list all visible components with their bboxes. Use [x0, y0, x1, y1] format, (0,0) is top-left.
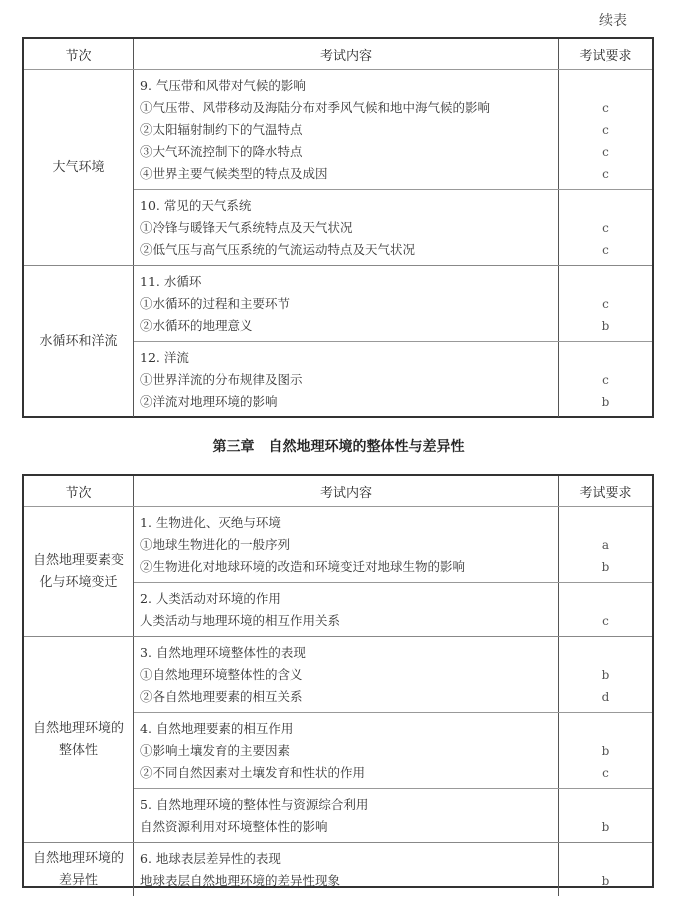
table-row — [134, 789, 652, 842]
topic-title: 6. 地球表层差异性的表现 — [140, 851, 281, 866]
requirement-level: c — [602, 101, 609, 115]
requirement-level: c — [602, 221, 609, 235]
table-section — [24, 70, 652, 266]
table-row — [134, 583, 652, 636]
requirement-level: c — [602, 614, 609, 628]
requirement-cell — [559, 713, 652, 788]
requirement-level: c — [602, 145, 609, 159]
requirement-level: c — [602, 123, 609, 137]
table-row — [134, 70, 652, 190]
content-point: ①自然地理环境整体性的含义 — [140, 667, 303, 682]
content-point: ②各自然地理要素的相互关系 — [140, 689, 303, 704]
requirement-level: b — [601, 319, 610, 333]
content-point: ②水循环的地理意义 — [140, 318, 253, 333]
topic-title: 4. 自然地理要素的相互作用 — [140, 721, 294, 736]
requirement-cell — [559, 843, 652, 896]
requirement-level: b — [601, 668, 610, 682]
requirement-level: b — [601, 874, 610, 888]
requirement-cell — [559, 342, 652, 417]
content-point: ②不同自然因素对土壤发育和性状的作用 — [140, 765, 366, 780]
topic-title: 1. 生物进化、灭绝与环境 — [140, 515, 281, 530]
content-cell — [134, 266, 559, 341]
content-point: ②生物进化对地球环境的改造和环境变迁对地球生物的影响 — [140, 559, 466, 574]
requirement-cell — [559, 190, 652, 265]
content-cell — [134, 507, 559, 582]
content-point: ①世界洋流的分布规律及图示 — [140, 372, 303, 387]
table-section — [24, 843, 652, 896]
topic-title: 9. 气压带和风带对气候的影响 — [140, 78, 306, 93]
table-section — [24, 266, 652, 417]
content-point: 自然资源利用对环境整体性的影响 — [140, 819, 328, 834]
header-requirement: 考试要求 — [579, 485, 632, 501]
requirement-cell — [559, 507, 652, 582]
requirement-level: b — [601, 744, 610, 758]
requirement-level: c — [602, 766, 609, 780]
chapter-title: 第三章 自然地理环境的整体性与差异性 — [212, 439, 465, 455]
topic-title: 10. 常见的天气系统 — [140, 198, 252, 213]
requirement-cell — [559, 583, 652, 636]
requirement-level: b — [601, 820, 610, 834]
header-section: 节次 — [24, 39, 134, 69]
content-point: ①影响土壤发育的主要因素 — [140, 743, 291, 758]
table-row — [134, 266, 652, 342]
requirement-level: c — [602, 373, 609, 387]
content-point: ③大气环流控制下的降水特点 — [140, 144, 303, 159]
continued-label: 续表 — [599, 13, 627, 29]
requirement-level: a — [601, 538, 610, 552]
content-point: ②低气压与高气压系统的气流运动特点及天气状况 — [140, 242, 416, 257]
content-point: ①冷锋与暖锋天气系统特点及天气状况 — [140, 220, 353, 235]
table-section — [24, 637, 652, 843]
exam-table-1 — [22, 37, 654, 418]
content-point: ①水循环的过程和主要环节 — [140, 296, 291, 311]
content-point: ②太阳辐射制约下的气温特点 — [140, 122, 303, 137]
topic-title: 2. 人类活动对环境的作用 — [140, 591, 281, 606]
table-row — [134, 190, 652, 265]
content-cell — [134, 70, 559, 189]
header-section: 节次 — [24, 476, 134, 506]
content-cell — [134, 583, 559, 636]
content-cell — [134, 637, 559, 712]
table-section — [24, 507, 652, 637]
header-content: 考试内容 — [134, 476, 559, 506]
requirement-cell — [559, 637, 652, 712]
content-point: ④世界主要气候类型的特点及成因 — [140, 166, 328, 181]
table-row — [134, 843, 652, 896]
table-row — [134, 342, 652, 417]
table-header — [24, 476, 652, 507]
content-point: ①地球生物进化的一般序列 — [140, 537, 291, 552]
requirement-level: c — [602, 167, 609, 181]
content-cell — [134, 713, 559, 788]
table-row — [134, 637, 652, 713]
topic-title: 5. 自然地理环境的整体性与资源综合利用 — [140, 797, 369, 812]
requirement-level: c — [602, 243, 609, 257]
exam-table-2 — [22, 474, 654, 888]
requirement-level: d — [601, 690, 610, 704]
content-cell — [134, 190, 559, 265]
section-name: 自然地理环境的差异性 — [24, 843, 134, 896]
content-point: 地球表层自然地理环境的差异性现象 — [140, 873, 341, 888]
section-name: 水循环和洋流 — [24, 266, 134, 417]
content-point: 人类活动与地理环境的相互作用关系 — [140, 613, 341, 628]
requirement-cell — [559, 266, 652, 341]
section-name: 大气环境 — [24, 70, 134, 265]
section-name: 自然地理环境的整体性 — [24, 637, 134, 842]
content-cell — [134, 843, 559, 896]
header-content: 考试内容 — [134, 39, 559, 69]
table-row — [134, 713, 652, 789]
requirement-cell — [559, 70, 652, 189]
topic-title: 12. 洋流 — [140, 350, 189, 365]
topic-title: 3. 自然地理环境整体性的表现 — [140, 645, 306, 660]
table-header — [24, 39, 652, 70]
table-row — [134, 507, 652, 583]
requirement-level: b — [601, 560, 610, 574]
section-name: 自然地理要素变化与环境变迁 — [24, 507, 134, 636]
requirement-level: c — [602, 297, 609, 311]
requirement-cell — [559, 789, 652, 842]
content-point: ②洋流对地理环境的影响 — [140, 394, 278, 409]
content-cell — [134, 342, 559, 417]
header-requirement: 考试要求 — [579, 48, 632, 64]
content-point: ①气压带、风带移动及海陆分布对季风气候和地中海气候的影响 — [140, 100, 491, 115]
content-cell — [134, 789, 559, 842]
requirement-level: b — [601, 395, 610, 409]
topic-title: 11. 水循环 — [140, 274, 202, 289]
